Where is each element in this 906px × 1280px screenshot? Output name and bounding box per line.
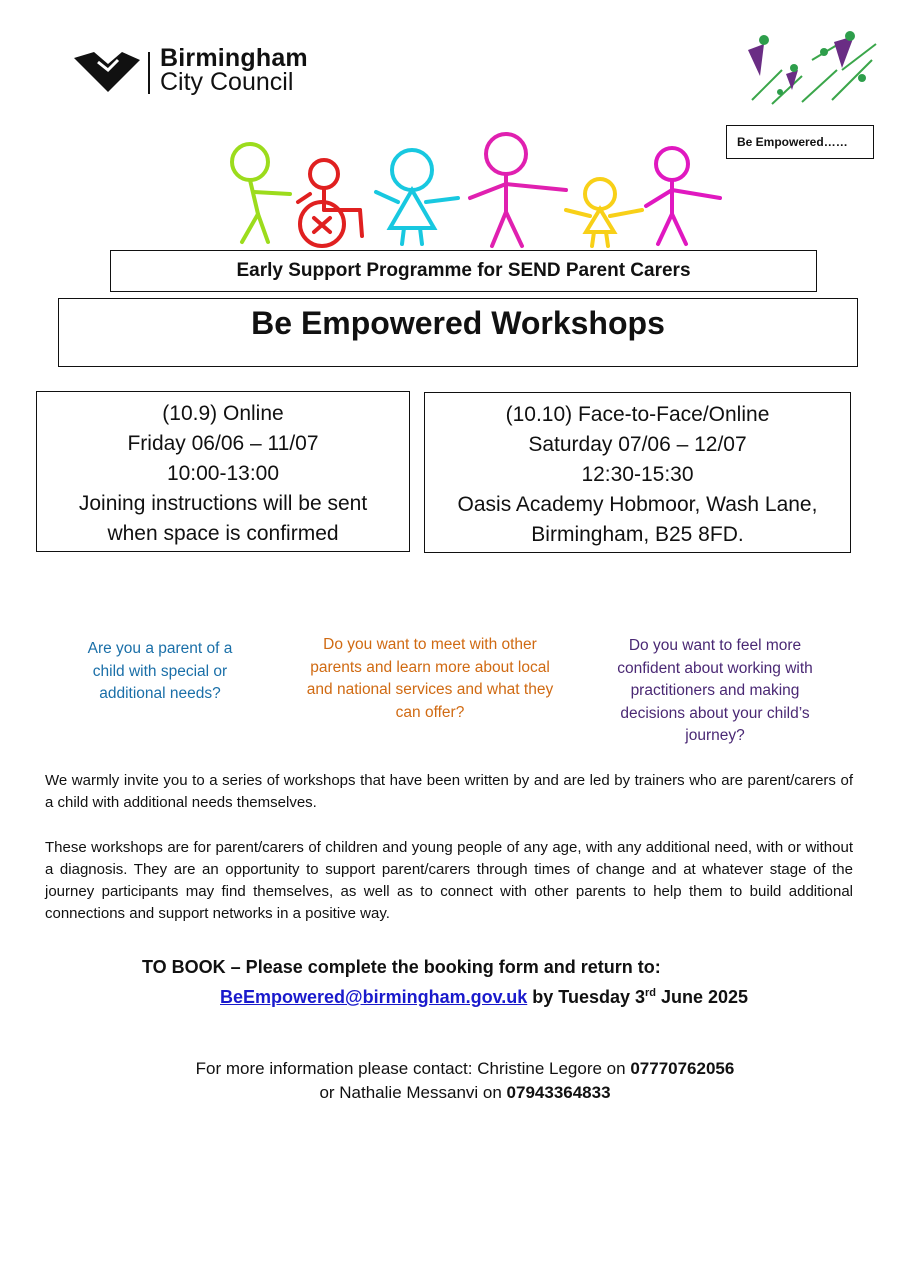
details-paragraph: These workshops are for parent/carers of children and young people of any age, with any additional need, with or without a diagnosis. They are an opportunity to support parent/carers through times of change and at whatever stage of the journey participants may find themselves, as well as to connect with other parents to help them to build additional connections and support networks in a positive way.: [45, 839, 853, 922]
be-empowered-tag: Be Empowered……: [726, 125, 874, 159]
intro-paragraph: We warmly invite you to a series of workshops that have been written by and are led by trainers who are parent/carers of a child with additional needs themselves.: [45, 772, 853, 811]
family-stick-figures-icon: [210, 132, 730, 250]
programme-heading: Early Support Programme for SEND Parent Carers: [110, 250, 817, 292]
logo-line1: Birmingham: [160, 44, 308, 72]
contact-phone-1: 07770762056: [630, 1059, 735, 1078]
council-logo-icon: [72, 50, 142, 94]
logo-line2: City Council: [160, 68, 294, 96]
booking-deadline: [220, 981, 748, 1009]
session-time: 10:00-13:00: [166, 462, 280, 485]
session-face-to-face-box: [424, 392, 851, 553]
contact-line-1: [0, 1057, 906, 1081]
contact-line-2: [0, 1081, 906, 1105]
session-code: (10.10) Face-to-Face/Online: [505, 403, 770, 426]
contact-text: For more information please contact: Christine Legore on: [195, 1059, 626, 1078]
session-dates: Friday 06/06 – 11/07: [127, 432, 319, 455]
session-detail: Joining instructions will be sent: [78, 492, 368, 515]
question-parent: Are you a parent of a child with special or additional needs?: [87, 640, 233, 702]
contact-phone-2: 07943364833: [506, 1083, 611, 1102]
logo-divider: [148, 52, 150, 94]
question-meet-parents: Do you want to meet with other parents and learn more about local and national services and what they can offer?: [306, 636, 554, 721]
session-detail: when space is confirmed: [107, 522, 339, 545]
session-address: Oasis Academy Hobmoor, Wash Lane,: [457, 493, 818, 516]
session-dates: Saturday 07/06 – 12/07: [528, 433, 747, 456]
page-title: Be Empowered Workshops: [58, 298, 858, 367]
deadline-ordinal: rd: [645, 987, 656, 999]
session-time: 12:30-15:30: [581, 463, 694, 486]
session-code: (10.9) Online: [162, 402, 284, 425]
booking-email-link[interactable]: BeEmpowered@birmingham.gov.uk: [220, 987, 528, 1007]
question-confidence: Do you want to feel more confident about working with practitioners and making decisions about your child’s journey?: [617, 637, 813, 744]
session-online-box: [36, 391, 410, 552]
deadline-prefix: by Tuesday 3: [532, 987, 645, 1007]
superheroes-illustration-icon: [742, 30, 878, 108]
contact-text: or Nathalie Messanvi on: [319, 1083, 502, 1102]
booking-instruction: TO BOOK – Please complete the booking form and return to:: [142, 957, 661, 977]
council-logo-text: [160, 46, 308, 94]
session-address: Birmingham, B25 8FD.: [531, 523, 744, 546]
deadline-suffix: June 2025: [661, 987, 749, 1007]
